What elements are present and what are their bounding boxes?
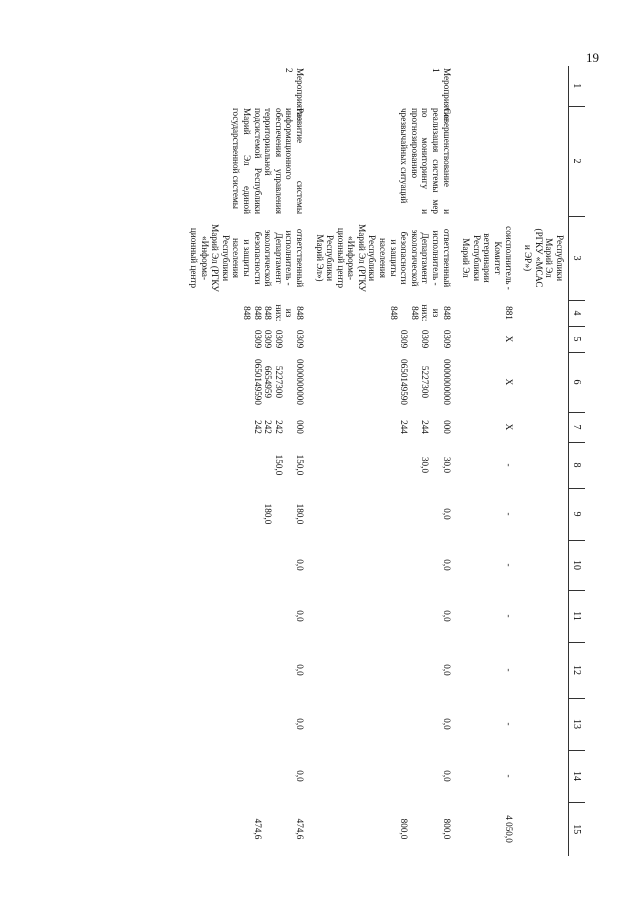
cell-col-8 bbox=[182, 442, 308, 488]
cell-line: 0,0 bbox=[294, 559, 305, 571]
cell-col-1 bbox=[517, 66, 569, 106]
cell-line: 150,0 bbox=[294, 454, 305, 476]
cell-line: 0,0 bbox=[441, 664, 452, 676]
table-row bbox=[308, 66, 455, 856]
cell-line: 150,0 bbox=[273, 454, 284, 476]
cell-line: Комитет bbox=[493, 241, 504, 275]
cell-line bbox=[284, 490, 295, 538]
cell-line: 180,0 bbox=[263, 503, 274, 525]
cell-line: - bbox=[503, 563, 514, 567]
cell-line: - bbox=[503, 668, 514, 672]
cell-line bbox=[409, 354, 420, 410]
column-header-11: 11 bbox=[569, 590, 586, 642]
cell-col-7 bbox=[455, 412, 517, 442]
cell-line: 30,0 bbox=[441, 456, 452, 474]
cell-col-10 bbox=[517, 540, 569, 590]
column-header-5: 5 bbox=[569, 326, 586, 352]
cell-col-11 bbox=[455, 590, 517, 642]
cell-col-9 bbox=[308, 488, 455, 540]
cell-line: X bbox=[503, 423, 514, 431]
cell-line: из них: bbox=[273, 304, 295, 322]
cell-line: 800,0 bbox=[399, 818, 410, 840]
column-header-3: 3 bbox=[569, 216, 586, 300]
cell-line bbox=[284, 414, 295, 440]
column-header-7: 7 bbox=[569, 412, 586, 442]
cell-line: 242 bbox=[252, 420, 263, 434]
cell-line: 848 bbox=[409, 306, 420, 320]
cell-line bbox=[430, 414, 441, 440]
cell-line: 848 bbox=[294, 306, 305, 320]
cell-col-12 bbox=[455, 642, 517, 698]
cell-line: 0,0 bbox=[294, 770, 305, 782]
cell-col-9 bbox=[455, 488, 517, 540]
cell-line: «Информа- bbox=[346, 235, 357, 281]
cell-col-5 bbox=[517, 326, 569, 352]
cell-line: X bbox=[503, 335, 514, 343]
cell-col-3 bbox=[182, 216, 308, 300]
cell-line: - bbox=[503, 463, 514, 467]
cell-col-8 bbox=[308, 442, 455, 488]
cell-line bbox=[430, 328, 441, 350]
cell-col-9 bbox=[182, 488, 308, 540]
cell-line: ционный центр bbox=[335, 227, 346, 289]
cell-line: 0,0 bbox=[441, 559, 452, 571]
cell-line: 0650149590 bbox=[252, 359, 263, 405]
cell-col-11 bbox=[182, 590, 308, 642]
cell-line: Департамент bbox=[420, 232, 431, 284]
cell-line: «Информа- bbox=[199, 235, 210, 281]
cell-line: 0000000000 bbox=[441, 359, 452, 405]
cell-line: Республики bbox=[555, 234, 565, 282]
cell-col-2 bbox=[517, 106, 569, 216]
cell-col-1 bbox=[455, 66, 517, 106]
cell-col-10 bbox=[455, 540, 517, 590]
cell-line: 5227300 bbox=[420, 365, 431, 399]
cell-line: (РГКУ «МСАС bbox=[533, 228, 544, 288]
cell-line bbox=[284, 354, 295, 410]
cell-line: 848 bbox=[441, 306, 452, 320]
cell-col-12 bbox=[308, 642, 455, 698]
cell-line: Марий Эл bbox=[544, 238, 555, 278]
cell-line: экологической bbox=[409, 229, 420, 287]
cell-line: 848 bbox=[263, 306, 274, 320]
cell-col-13 bbox=[308, 698, 455, 750]
cell-line: 0,0 bbox=[441, 718, 452, 730]
cell-line bbox=[409, 328, 420, 350]
cell-col-5 bbox=[308, 326, 455, 352]
column-header-9: 9 bbox=[569, 488, 586, 540]
cell-line: Республики bbox=[367, 234, 378, 282]
table-body bbox=[182, 66, 568, 856]
cell-line: 800,0 bbox=[441, 818, 452, 840]
cell-line: 848 bbox=[252, 306, 263, 320]
cell-col-12 bbox=[182, 642, 308, 698]
cell-line: исполнитель - bbox=[284, 230, 295, 286]
cell-col-15 bbox=[455, 802, 517, 856]
cell-line: 5227300 bbox=[273, 365, 284, 399]
cell-col-2 bbox=[455, 106, 517, 216]
cell-line: 0,0 bbox=[441, 508, 452, 520]
cell-col-13 bbox=[455, 698, 517, 750]
cell-col-13 bbox=[517, 698, 569, 750]
cell-col-5 bbox=[182, 326, 308, 352]
cell-line bbox=[430, 444, 441, 486]
cell-line: Республики bbox=[471, 234, 482, 282]
cell-col-12 bbox=[517, 642, 569, 698]
cell-col-4 bbox=[517, 300, 569, 326]
cell-col-6 bbox=[182, 352, 308, 412]
cell-line: 0309 bbox=[294, 329, 305, 349]
cell-line: ответственный bbox=[294, 228, 305, 288]
cell-line: Марий Эл bbox=[461, 238, 472, 278]
cell-col-15 bbox=[517, 802, 569, 856]
cell-line: из них: bbox=[420, 304, 442, 322]
rotated-table-page bbox=[65, 66, 585, 856]
cell-col-10 bbox=[182, 540, 308, 590]
cell-col-4 bbox=[182, 300, 308, 326]
cell-col-8 bbox=[517, 442, 569, 488]
cell-col-7 bbox=[517, 412, 569, 442]
cell-line: 0309 bbox=[273, 329, 284, 349]
budget-table bbox=[182, 66, 585, 856]
cell-line bbox=[273, 804, 284, 854]
cell-col-1: Мероприятие 2 bbox=[284, 68, 305, 121]
cell-line: - bbox=[503, 722, 514, 726]
cell-line: безопасности bbox=[399, 231, 410, 285]
cell-line: ответственный bbox=[441, 228, 452, 288]
table-row bbox=[455, 66, 517, 856]
cell-line: X bbox=[503, 378, 514, 386]
cell-line: 000 bbox=[441, 420, 452, 434]
cell-line bbox=[399, 302, 410, 324]
cell-col-6 bbox=[455, 352, 517, 412]
cell-line bbox=[284, 328, 295, 350]
cell-line: 242 bbox=[273, 420, 284, 434]
column-header-15: 15 bbox=[569, 802, 586, 856]
column-header-8: 8 bbox=[569, 442, 586, 488]
column-header-4: 4 bbox=[569, 300, 586, 326]
header-row bbox=[569, 66, 586, 856]
cell-line: Республики bbox=[220, 234, 231, 282]
table-row bbox=[517, 66, 569, 856]
cell-line: 180,0 bbox=[294, 503, 305, 525]
cell-line: 000 bbox=[294, 420, 305, 434]
cell-col-2: Развитие системы информационного обеспечения управления территориальной подсистемой Республики Марий Эл единой государственной системы bbox=[231, 108, 305, 214]
cell-line: 4 050,0 bbox=[503, 815, 514, 843]
cell-line: Марий Эл») bbox=[314, 234, 325, 282]
cell-col-5 bbox=[455, 326, 517, 352]
cell-line bbox=[409, 414, 420, 440]
cell-line: исполнитель - bbox=[431, 230, 442, 286]
cell-line bbox=[430, 354, 441, 410]
cell-line bbox=[409, 804, 420, 854]
column-header-12: 12 bbox=[569, 642, 586, 698]
cell-line: Марий Эл (РГКУ bbox=[356, 224, 367, 292]
cell-line: 0309 bbox=[399, 329, 410, 349]
cell-col-3 bbox=[517, 216, 569, 300]
cell-line: 244 bbox=[420, 420, 431, 434]
cell-col-8 bbox=[455, 442, 517, 488]
cell-line: 848 bbox=[388, 306, 399, 320]
cell-line: 244 bbox=[399, 420, 410, 434]
column-header-13: 13 bbox=[569, 698, 586, 750]
cell-col-14 bbox=[308, 750, 455, 802]
cell-line: Департамент bbox=[273, 232, 284, 284]
cell-col-11 bbox=[308, 590, 455, 642]
cell-line: 6654959 bbox=[263, 365, 274, 399]
cell-line: 0309 bbox=[252, 329, 263, 349]
column-header-14: 14 bbox=[569, 750, 586, 802]
cell-col-13 bbox=[182, 698, 308, 750]
cell-line bbox=[273, 490, 284, 538]
cell-line: 474,6 bbox=[294, 818, 305, 840]
cell-col-1: Мероприятие 1 bbox=[431, 68, 452, 121]
cell-col-9 bbox=[517, 488, 569, 540]
page-number: 19 bbox=[586, 50, 599, 65]
cell-line: Марий Эл (РГКУ bbox=[210, 224, 221, 292]
cell-line bbox=[430, 804, 441, 854]
column-header-1: 1 bbox=[569, 66, 586, 106]
cell-line: 0000000000 bbox=[294, 359, 305, 405]
cell-col-15 bbox=[308, 802, 455, 856]
cell-line: 0,0 bbox=[441, 770, 452, 782]
cell-col-3 bbox=[455, 216, 517, 300]
column-header-6: 6 bbox=[569, 352, 586, 412]
cell-col-11 bbox=[517, 590, 569, 642]
cell-line: и ЭР») bbox=[523, 244, 534, 272]
cell-line: 0309 bbox=[441, 329, 452, 349]
cell-line: 0650149590 bbox=[399, 359, 410, 405]
cell-line: 0309 bbox=[420, 329, 431, 349]
cell-line: - bbox=[503, 774, 514, 778]
cell-col-14 bbox=[182, 750, 308, 802]
table-row bbox=[182, 66, 308, 856]
cell-line: безопасности bbox=[252, 231, 263, 285]
cell-col-6 bbox=[308, 352, 455, 412]
cell-line: 0,0 bbox=[294, 664, 305, 676]
cell-col-6 bbox=[517, 352, 569, 412]
cell-col-3 bbox=[308, 216, 455, 300]
cell-col-14 bbox=[455, 750, 517, 802]
cell-line bbox=[284, 444, 295, 486]
cell-line: и защиты bbox=[241, 239, 252, 277]
cell-col-14 bbox=[517, 750, 569, 802]
cell-line: 0,0 bbox=[294, 610, 305, 622]
cell-col-2: Совершенствование и реализация системы мер по мониторингу и прогнозированию чрезвычайных ситуаций bbox=[399, 108, 452, 214]
cell-col-7 bbox=[308, 412, 455, 442]
cell-line: 242 bbox=[263, 420, 274, 434]
cell-line: 30,0 bbox=[420, 456, 431, 474]
cell-line: ционный центр bbox=[189, 227, 199, 289]
cell-line: ветеринарии bbox=[482, 233, 493, 283]
cell-line: 0,0 bbox=[441, 610, 452, 622]
cell-col-4 bbox=[308, 300, 455, 326]
cell-line: экологической bbox=[263, 229, 274, 287]
cell-col-4 bbox=[455, 300, 517, 326]
column-header-10: 10 bbox=[569, 540, 586, 590]
cell-line: населения bbox=[231, 238, 242, 278]
cell-line: 0,0 bbox=[294, 718, 305, 730]
cell-line: соисполнитель - bbox=[503, 226, 514, 290]
cell-line: и защиты bbox=[388, 239, 399, 277]
cell-col-7 bbox=[182, 412, 308, 442]
cell-line: населения bbox=[378, 238, 389, 278]
cell-line: - bbox=[503, 614, 514, 618]
cell-line: Республики bbox=[325, 234, 336, 282]
cell-line: 881 bbox=[503, 306, 514, 320]
cell-col-15 bbox=[182, 802, 308, 856]
cell-line: 848 bbox=[241, 306, 252, 320]
cell-line: - bbox=[503, 512, 514, 516]
cell-line: 474,6 bbox=[252, 818, 263, 840]
cell-line: 0309 bbox=[263, 329, 274, 349]
cell-col-10 bbox=[308, 540, 455, 590]
cell-line bbox=[263, 804, 274, 854]
column-header-2: 2 bbox=[569, 106, 586, 216]
cell-line bbox=[420, 804, 431, 854]
cell-line bbox=[284, 804, 295, 854]
